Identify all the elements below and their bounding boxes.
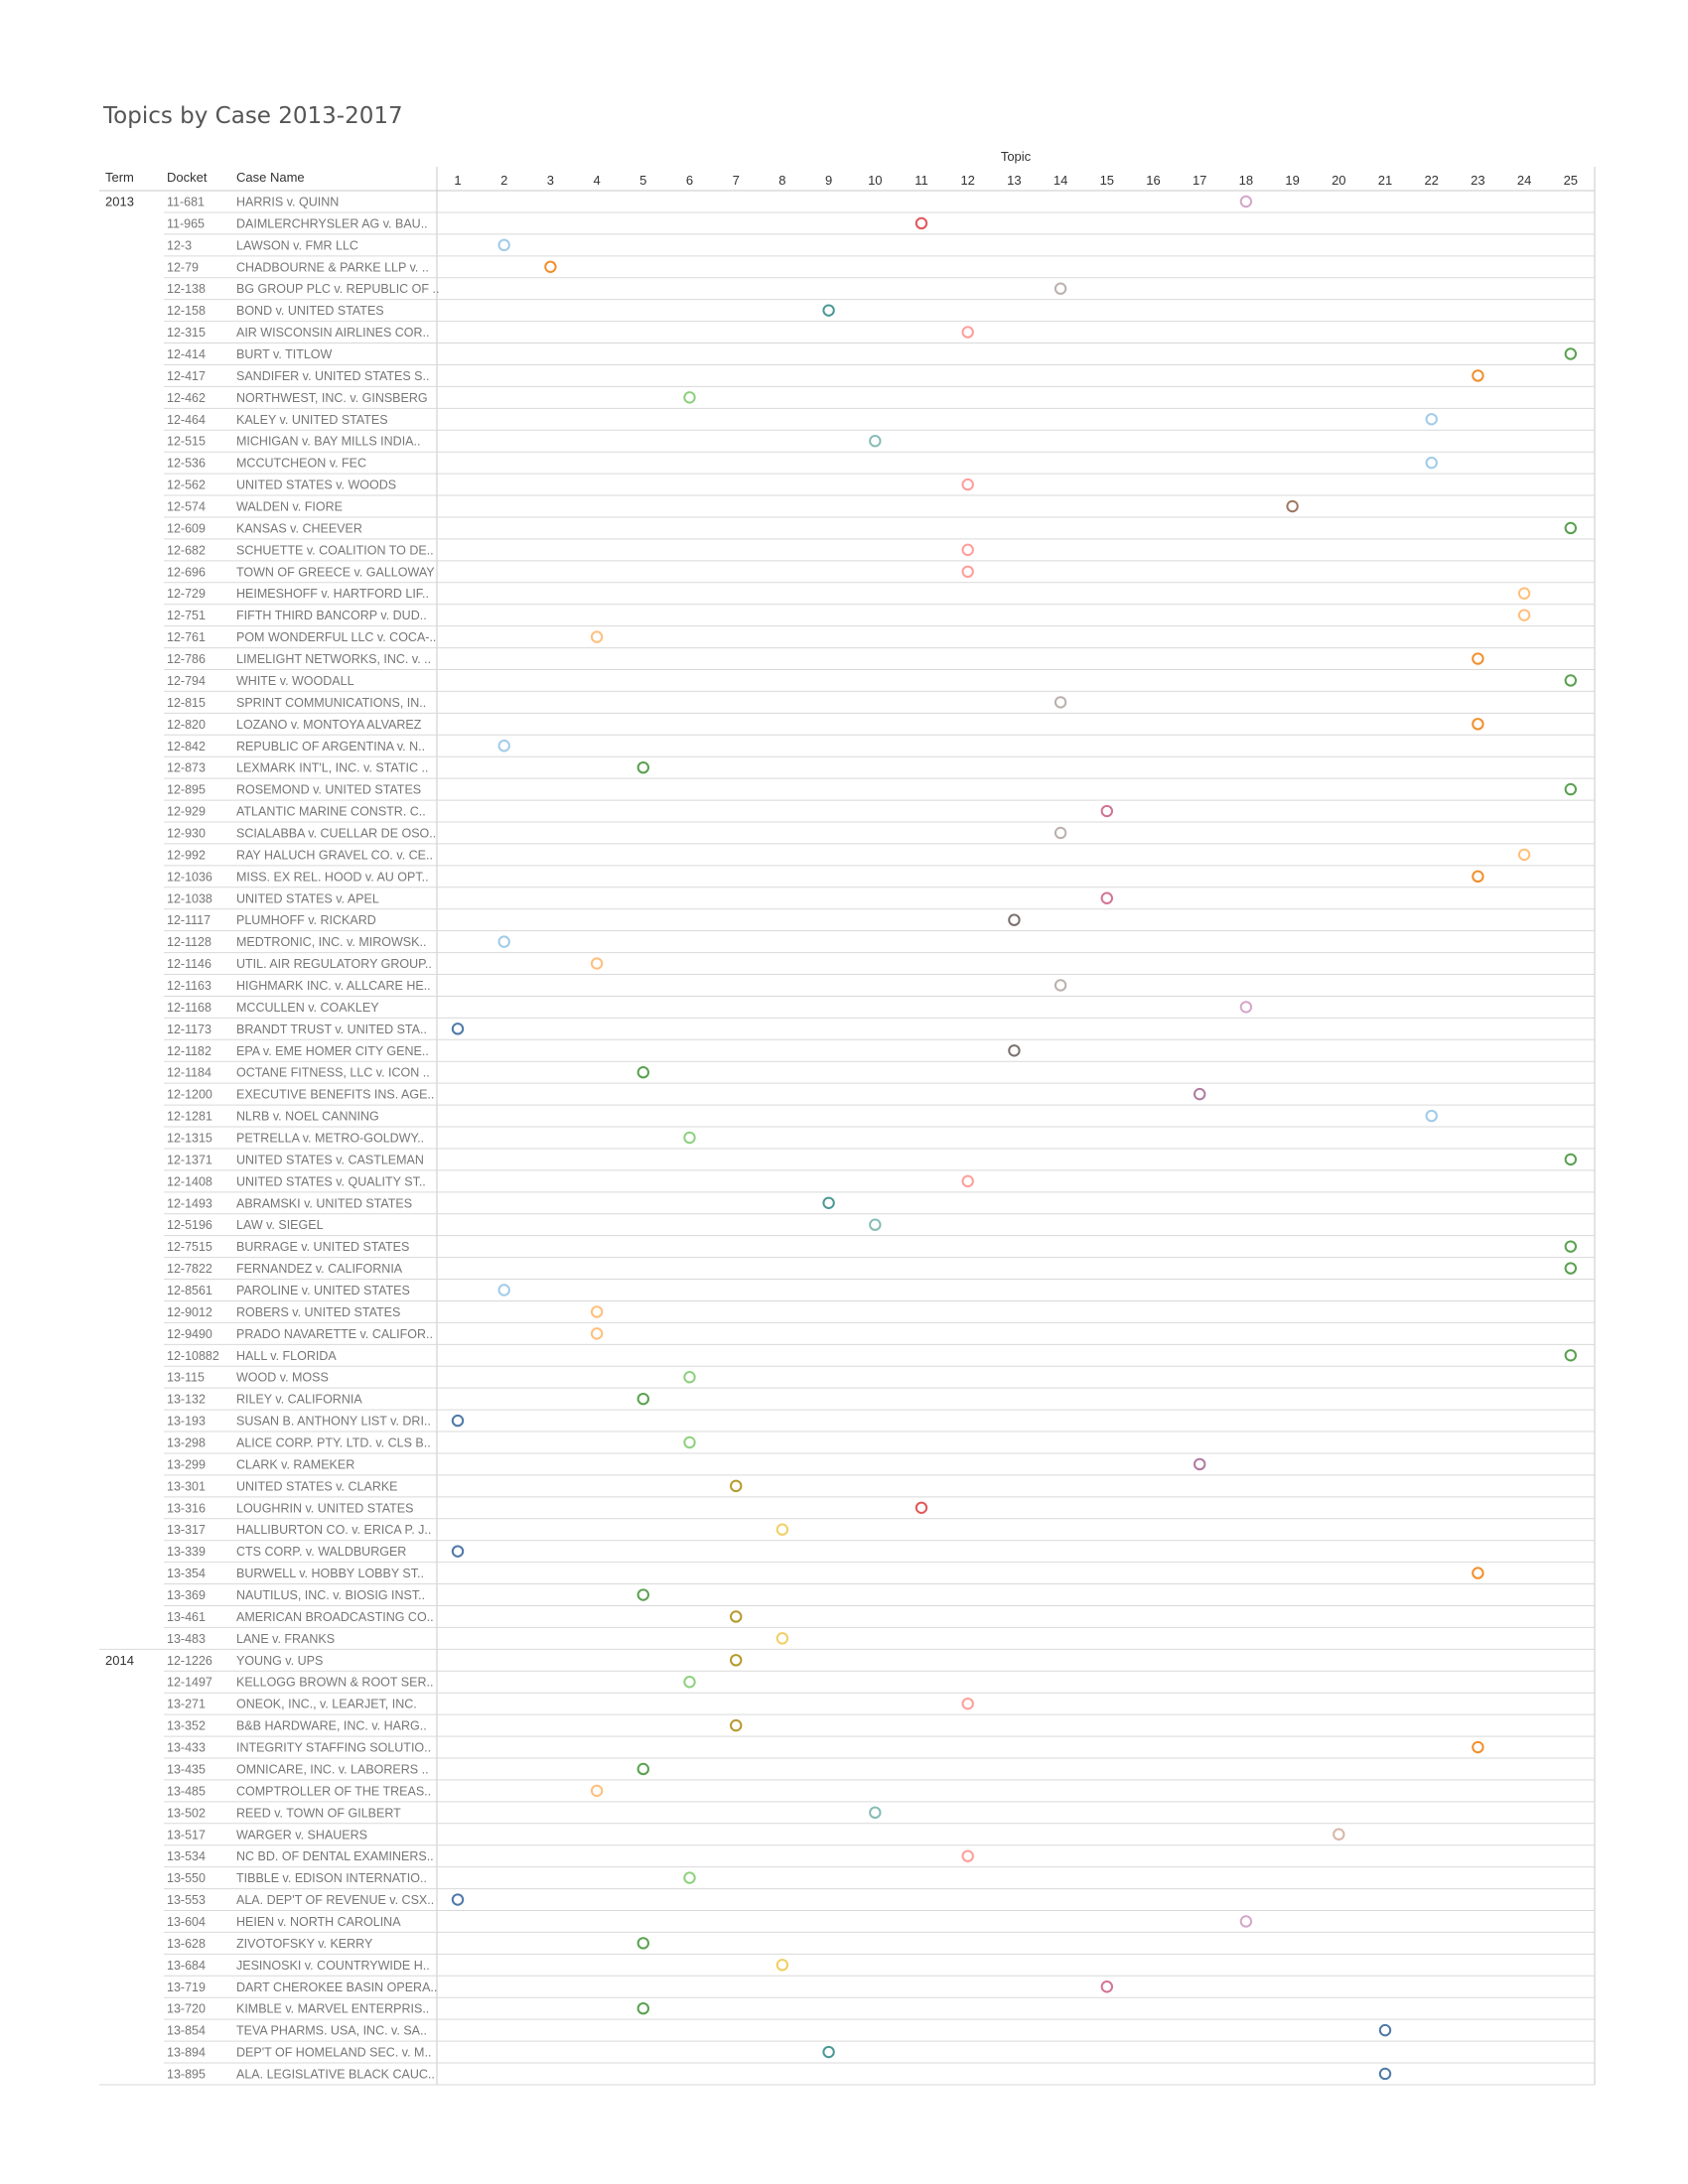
docket-label: 12-820 xyxy=(167,717,206,732)
docket-label: 13-553 xyxy=(167,1893,206,1908)
topic-point xyxy=(1519,610,1529,619)
topic-point xyxy=(638,1394,648,1404)
docket-label: 13-604 xyxy=(167,1914,206,1929)
term-label: 2014 xyxy=(105,1652,134,1668)
case-name-label: ALA. DEP'T OF REVENUE v. CSX.. xyxy=(236,1893,435,1908)
topic-point xyxy=(1566,1350,1576,1360)
topic-point xyxy=(1566,348,1576,358)
case-name-label: RILEY v. CALIFORNIA xyxy=(236,1392,362,1407)
case-name-label: DAIMLERCHRYSLER AG v. BAU.. xyxy=(236,216,428,231)
docket-label: 12-515 xyxy=(167,434,206,449)
case-name-label: MEDTRONIC, INC. v. MIROWSK.. xyxy=(236,935,427,950)
topic-point xyxy=(1566,1241,1576,1251)
topic-point xyxy=(1566,784,1576,794)
docket-label: 13-299 xyxy=(167,1457,206,1472)
docket-label: 13-485 xyxy=(167,1784,206,1799)
case-name-label: BURRAGE v. UNITED STATES xyxy=(236,1240,410,1255)
x-tick-label: 16 xyxy=(1146,173,1161,188)
docket-label: 12-1281 xyxy=(167,1109,212,1124)
case-name-label: PETRELLA v. METRO-GOLDWY.. xyxy=(236,1131,425,1146)
docket-label: 13-894 xyxy=(167,2045,206,2060)
docket-label: 12-9490 xyxy=(167,1326,212,1341)
x-tick-label: 22 xyxy=(1424,173,1439,188)
topic-point xyxy=(731,1720,741,1730)
topic-point xyxy=(684,1372,694,1382)
case-name-label: MISS. EX REL. HOOD v. AU OPT.. xyxy=(236,870,429,885)
topic-point xyxy=(777,1525,787,1535)
case-name-label: SANDIFER v. UNITED STATES S.. xyxy=(236,368,430,383)
docket-label: 12-1182 xyxy=(167,1043,211,1058)
topic-point xyxy=(1009,914,1019,924)
case-name-label: NAUTILUS, INC. v. BIOSIG INST.. xyxy=(236,1588,426,1603)
topic-point xyxy=(1473,370,1482,380)
case-name-label: WALDEN v. FIORE xyxy=(236,499,343,514)
x-tick-label: 9 xyxy=(824,173,833,188)
topic-point xyxy=(916,1503,926,1513)
case-name-label: LANE v. FRANKS xyxy=(236,1631,336,1646)
topic-point xyxy=(1566,1263,1576,1273)
topic-point xyxy=(453,1546,463,1556)
docket-label: 12-682 xyxy=(167,543,206,558)
topic-point xyxy=(638,762,648,772)
docket-label: 12-9012 xyxy=(167,1304,212,1319)
topic-point xyxy=(638,1938,648,1948)
x-tick-label: 13 xyxy=(1007,173,1022,188)
case-name-label: ALA. LEGISLATIVE BLACK CAUC.. xyxy=(236,2067,435,2082)
topic-point xyxy=(1519,589,1529,599)
topic-point xyxy=(777,1960,787,1970)
docket-label: 13-433 xyxy=(167,1740,206,1755)
docket-label: 13-193 xyxy=(167,1414,206,1429)
term-column-header: Term xyxy=(105,170,134,185)
docket-label: 13-354 xyxy=(167,1567,206,1581)
case-name-label: YOUNG v. UPS xyxy=(236,1653,324,1668)
docket-label: 12-79 xyxy=(167,260,199,275)
topic-point xyxy=(499,1285,509,1295)
docket-label: 12-1117 xyxy=(167,913,211,928)
x-tick-label: 25 xyxy=(1563,173,1579,188)
topic-point xyxy=(870,436,880,446)
x-tick-label: 10 xyxy=(868,173,883,188)
docket-label: 12-562 xyxy=(167,478,206,492)
case-name-label: UNITED STATES v. QUALITY ST.. xyxy=(236,1174,426,1189)
chart-title: Topics by Case 2013-2017 xyxy=(103,103,403,129)
case-name-label: HALL v. FLORIDA xyxy=(236,1348,337,1363)
topic-point xyxy=(731,1655,741,1665)
case-name-label: LIMELIGHT NETWORKS, INC. v. .. xyxy=(236,652,432,667)
x-tick-label: 19 xyxy=(1285,173,1300,188)
case-name-label: UTIL. AIR REGULATORY GROUP.. xyxy=(236,957,432,972)
case-name-label: ROSEMOND v. UNITED STATES xyxy=(236,782,422,797)
case-name-label: SPRINT COMMUNICATIONS, IN.. xyxy=(236,695,427,710)
topic-point xyxy=(823,1198,833,1208)
docket-label: 13-316 xyxy=(167,1501,206,1516)
docket-label: 13-352 xyxy=(167,1718,206,1733)
docket-label: 13-115 xyxy=(167,1370,205,1385)
case-name-label: UNITED STATES v. CLARKE xyxy=(236,1479,398,1494)
topic-point xyxy=(499,936,509,946)
case-name-label: REPUBLIC OF ARGENTINA v. N.. xyxy=(236,739,426,753)
docket-label: 13-895 xyxy=(167,2067,206,2082)
case-name-label: HEIEN v. NORTH CAROLINA xyxy=(236,1914,401,1929)
case-name-label: CLARK v. RAMEKER xyxy=(236,1457,355,1472)
docket-label: 13-271 xyxy=(167,1697,206,1711)
case-name-label: TOWN OF GREECE v. GALLOWAY xyxy=(236,565,435,580)
docket-label: 13-517 xyxy=(167,1828,206,1843)
docket-label: 12-7515 xyxy=(167,1240,212,1255)
topic-point xyxy=(453,1894,463,1904)
docket-label: 12-729 xyxy=(167,587,206,602)
topic-point xyxy=(1427,414,1437,424)
case-name-label: RAY HALUCH GRAVEL CO. v. CE.. xyxy=(236,848,433,863)
docket-label: 13-339 xyxy=(167,1545,206,1560)
topic-point xyxy=(1380,2025,1390,2035)
case-name-label: MICHIGAN v. BAY MILLS INDIA.. xyxy=(236,434,421,449)
case-name-label: HIGHMARK INC. v. ALLCARE HE.. xyxy=(236,978,431,993)
topic-point xyxy=(1287,501,1297,511)
topic-point xyxy=(592,958,602,968)
case-name-label: SCIALABBA v. CUELLAR DE OSO.. xyxy=(236,826,437,841)
topic-point xyxy=(1427,1111,1437,1121)
docket-label: 12-873 xyxy=(167,760,206,775)
case-name-label: MCCUTCHEON v. FEC xyxy=(236,456,367,471)
topic-point xyxy=(592,1306,602,1316)
case-name-label: BURWELL v. HOBBY LOBBY ST.. xyxy=(236,1567,424,1581)
case-name-label: BG GROUP PLC v. REPUBLIC OF .. xyxy=(236,282,440,297)
docket-label: 12-815 xyxy=(167,695,206,710)
topic-point xyxy=(963,567,973,577)
topic-point xyxy=(1009,1045,1019,1055)
docket-label: 12-1493 xyxy=(167,1196,212,1211)
docket-label: 12-1408 xyxy=(167,1174,212,1189)
case-name-label: EPA v. EME HOMER CITY GENE.. xyxy=(236,1043,429,1058)
topic-point xyxy=(963,1850,973,1860)
case-name-label: BURT v. TITLOW xyxy=(236,347,333,362)
case-name-column-header: Case Name xyxy=(236,170,305,185)
topic-point xyxy=(1427,458,1437,468)
topic-point xyxy=(1055,284,1065,294)
case-name-label: ZIVOTOFSKY v. KERRY xyxy=(236,1936,373,1951)
case-name-label: NLRB v. NOEL CANNING xyxy=(236,1109,379,1124)
topic-point xyxy=(1473,1568,1482,1577)
docket-label: 12-414 xyxy=(167,347,206,362)
docket-label: 12-930 xyxy=(167,826,206,841)
topic-point xyxy=(684,1677,694,1687)
case-name-label: B&B HARDWARE, INC. v. HARG.. xyxy=(236,1718,427,1733)
case-name-label: BRANDT TRUST v. UNITED STA.. xyxy=(236,1022,427,1036)
docket-label: 12-794 xyxy=(167,673,206,688)
docket-label: 13-301 xyxy=(167,1479,206,1494)
topic-point xyxy=(963,479,973,489)
docket-label: 12-10882 xyxy=(167,1348,219,1363)
docket-label: 12-609 xyxy=(167,521,206,536)
docket-label: 13-534 xyxy=(167,1849,206,1864)
topic-point xyxy=(1241,1002,1251,1012)
x-tick-label: 14 xyxy=(1053,173,1068,188)
case-name-label: COMPTROLLER OF THE TREAS.. xyxy=(236,1784,432,1799)
case-name-label: LOUGHRIN v. UNITED STATES xyxy=(236,1501,414,1516)
topic-point xyxy=(731,1611,741,1621)
term-label: 2013 xyxy=(105,194,134,209)
docket-label: 13-719 xyxy=(167,1979,206,1994)
topic-point xyxy=(1566,675,1576,685)
case-name-label: KELLOGG BROWN & ROOT SER.. xyxy=(236,1675,434,1690)
x-axis-title: Topic xyxy=(1000,149,1032,164)
case-name-label: NORTHWEST, INC. v. GINSBERG xyxy=(236,390,428,405)
docket-label: 12-1371 xyxy=(167,1153,212,1167)
x-tick-label: 15 xyxy=(1099,173,1115,188)
case-name-label: BOND v. UNITED STATES xyxy=(236,304,384,319)
topic-point xyxy=(1102,806,1112,816)
docket-label: 12-1038 xyxy=(167,891,212,906)
case-name-label: CHADBOURNE & PARKE LLP v. .. xyxy=(236,260,429,275)
docket-label: 12-842 xyxy=(167,739,206,753)
topic-point xyxy=(1473,872,1482,882)
case-name-label: SUSAN B. ANTHONY LIST v. DRI.. xyxy=(236,1414,431,1429)
case-name-label: LOZANO v. MONTOYA ALVAREZ xyxy=(236,717,422,732)
docket-label: 12-895 xyxy=(167,782,206,797)
topic-point xyxy=(545,262,555,272)
topic-point xyxy=(1566,523,1576,533)
x-tick-label: 2 xyxy=(500,173,508,188)
docket-label: 12-536 xyxy=(167,456,206,471)
case-name-label: UNITED STATES v. CASTLEMAN xyxy=(236,1153,424,1167)
topic-point xyxy=(638,2003,648,2013)
case-name-label: LAW v. SIEGEL xyxy=(236,1218,324,1233)
case-name-label: SCHUETTE v. COALITION TO DE.. xyxy=(236,543,434,558)
topic-point xyxy=(916,218,926,228)
docket-label: 12-138 xyxy=(167,282,206,297)
topic-point xyxy=(1102,893,1112,903)
x-tick-label: 20 xyxy=(1332,173,1346,188)
case-name-label: OMNICARE, INC. v. LABORERS .. xyxy=(236,1762,429,1777)
case-name-label: DART CHEROKEE BASIN OPERA.. xyxy=(236,1979,438,1994)
case-name-label: WHITE v. WOODALL xyxy=(236,673,354,688)
case-name-label: TIBBLE v. EDISON INTERNATIO.. xyxy=(236,1871,427,1886)
topic-point xyxy=(499,240,509,250)
case-name-label: CTS CORP. v. WALDBURGER xyxy=(236,1545,407,1560)
docket-label: 13-720 xyxy=(167,2001,206,2016)
docket-label: 13-502 xyxy=(167,1806,206,1821)
x-tick-label: 12 xyxy=(960,173,975,188)
case-name-label: LAWSON v. FMR LLC xyxy=(236,238,358,253)
case-name-label: TEVA PHARMS. USA, INC. v. SA.. xyxy=(236,2023,427,2038)
case-name-label: FIFTH THIRD BANCORP v. DUD.. xyxy=(236,609,427,623)
topic-point xyxy=(592,1786,602,1796)
case-name-label: EXECUTIVE BENEFITS INS. AGE.. xyxy=(236,1087,435,1102)
x-tick-label: 5 xyxy=(639,173,647,188)
docket-label: 12-751 xyxy=(167,609,206,623)
case-name-label: WARGER v. SHAUERS xyxy=(236,1828,367,1843)
docket-label: 12-696 xyxy=(167,565,206,580)
docket-label: 13-483 xyxy=(167,1631,206,1646)
x-tick-label: 21 xyxy=(1377,173,1393,188)
docket-label: 13-317 xyxy=(167,1523,206,1538)
topic-point xyxy=(777,1633,787,1643)
docket-label: 12-1168 xyxy=(167,1000,211,1015)
case-name-label: HALLIBURTON CO. v. ERICA P. J.. xyxy=(236,1523,432,1538)
case-name-label: DEP'T OF HOMELAND SEC. v. M.. xyxy=(236,2045,432,2060)
docket-label: 12-761 xyxy=(167,630,206,645)
docket-label: 13-369 xyxy=(167,1588,206,1603)
topic-point xyxy=(1334,1830,1343,1840)
docket-label: 12-158 xyxy=(167,304,206,319)
topic-point xyxy=(963,1699,973,1708)
docket-label: 12-7822 xyxy=(167,1262,212,1277)
docket-label: 12-1200 xyxy=(167,1087,212,1102)
x-tick-label: 7 xyxy=(732,173,740,188)
x-tick-label: 24 xyxy=(1516,173,1532,188)
case-name-label: AMERICAN BROADCASTING CO.. xyxy=(236,1609,434,1624)
docket-column-header: Docket xyxy=(167,170,208,185)
topic-point xyxy=(1241,197,1251,206)
x-tick-label: 8 xyxy=(778,173,786,188)
topic-point xyxy=(638,1764,648,1774)
topic-point xyxy=(638,1067,648,1077)
case-name-label: KANSAS v. CHEEVER xyxy=(236,521,362,536)
case-name-label: ABRAMSKI v. UNITED STATES xyxy=(236,1196,413,1211)
x-tick-label: 4 xyxy=(593,173,601,188)
topic-point xyxy=(731,1481,741,1491)
topic-point xyxy=(963,327,973,337)
topic-point xyxy=(1241,1916,1251,1926)
docket-label: 12-1226 xyxy=(167,1653,212,1668)
docket-label: 12-1036 xyxy=(167,870,212,885)
docket-label: 12-1315 xyxy=(167,1131,212,1146)
topic-point xyxy=(1055,828,1065,838)
topic-point xyxy=(823,2047,833,2057)
docket-label: 12-786 xyxy=(167,652,206,667)
docket-label: 12-929 xyxy=(167,804,206,819)
docket-label: 12-417 xyxy=(167,368,206,383)
case-name-label: INTEGRITY STAFFING SOLUTIO.. xyxy=(236,1740,432,1755)
topic-point xyxy=(453,1024,463,1033)
docket-label: 12-1128 xyxy=(167,935,211,950)
docket-label: 12-1163 xyxy=(167,978,211,993)
x-tick-label: 1 xyxy=(454,173,462,188)
docket-label: 13-550 xyxy=(167,1871,206,1886)
topic-point xyxy=(1473,719,1482,729)
docket-label: 11-965 xyxy=(167,216,205,231)
case-name-label: HARRIS v. QUINN xyxy=(236,195,340,209)
case-name-label: REED v. TOWN OF GILBERT xyxy=(236,1806,401,1821)
docket-label: 12-315 xyxy=(167,326,206,341)
docket-label: 13-684 xyxy=(167,1958,206,1973)
case-name-label: WOOD v. MOSS xyxy=(236,1370,329,1385)
x-tick-label: 18 xyxy=(1238,173,1254,188)
topic-point xyxy=(963,545,973,555)
topic-point xyxy=(453,1416,463,1426)
docket-label: 13-435 xyxy=(167,1762,206,1777)
docket-label: 12-462 xyxy=(167,390,206,405)
docket-label: 12-5196 xyxy=(167,1218,212,1233)
topic-point xyxy=(1473,653,1482,663)
topic-point xyxy=(684,1133,694,1143)
topic-point xyxy=(684,392,694,402)
case-name-label: PAROLINE v. UNITED STATES xyxy=(236,1284,410,1297)
x-tick-label: 17 xyxy=(1192,173,1207,188)
docket-label: 12-574 xyxy=(167,499,206,514)
docket-label: 11-681 xyxy=(167,195,205,209)
case-name-label: UNITED STATES v. WOODS xyxy=(236,478,397,492)
topic-point xyxy=(870,1808,880,1818)
topic-point xyxy=(870,1220,880,1230)
docket-label: 12-3 xyxy=(167,238,193,253)
topic-point xyxy=(1195,1459,1204,1469)
case-name-label: MCCULLEN v. COAKLEY xyxy=(236,1000,379,1015)
docket-label: 12-1146 xyxy=(167,957,211,972)
case-name-label: LEXMARK INT'L, INC. v. STATIC .. xyxy=(236,760,429,775)
docket-label: 13-132 xyxy=(167,1392,206,1407)
topic-point xyxy=(1195,1089,1204,1099)
x-tick-label: 11 xyxy=(914,173,928,188)
topic-point xyxy=(684,1872,694,1882)
docket-label: 12-464 xyxy=(167,412,206,427)
case-name-label: JESINOSKI v. COUNTRYWIDE H.. xyxy=(236,1958,430,1973)
docket-label: 13-854 xyxy=(167,2023,206,2038)
case-name-label: KALEY v. UNITED STATES xyxy=(236,412,388,427)
case-name-label: NC BD. OF DENTAL EXAMINERS.. xyxy=(236,1849,434,1864)
topic-point xyxy=(592,1328,602,1338)
topic-point xyxy=(499,741,509,751)
case-name-label: POM WONDERFUL LLC v. COCA-.. xyxy=(236,630,437,645)
case-name-label: HEIMESHOFF v. HARTFORD LIF.. xyxy=(236,587,429,602)
docket-label: 13-461 xyxy=(167,1609,206,1624)
x-tick-label: 6 xyxy=(685,173,694,188)
case-name-label: OCTANE FITNESS, LLC v. ICON .. xyxy=(236,1065,430,1080)
docket-label: 13-628 xyxy=(167,1936,206,1951)
topic-point xyxy=(1055,697,1065,707)
case-name-label: UNITED STATES v. APEL xyxy=(236,891,379,906)
x-tick-label: 23 xyxy=(1471,173,1485,188)
topic-point xyxy=(1102,1981,1112,1991)
docket-label: 12-1173 xyxy=(167,1022,211,1036)
topic-point xyxy=(1519,850,1529,860)
case-name-label: ALICE CORP. PTY. LTD. v. CLS B.. xyxy=(236,1435,431,1450)
topic-point xyxy=(1380,2069,1390,2079)
case-name-label: KIMBLE v. MARVEL ENTERPRIS.. xyxy=(236,2001,430,2016)
topic-point xyxy=(963,1176,973,1186)
case-name-label: AIR WISCONSIN AIRLINES COR.. xyxy=(236,326,430,341)
topic-point xyxy=(592,631,602,641)
topic-point xyxy=(1055,980,1065,990)
topic-point xyxy=(823,305,833,315)
case-name-label: ONEOK, INC., v. LEARJET, INC. xyxy=(236,1697,417,1711)
docket-label: 13-298 xyxy=(167,1435,206,1450)
topic-point xyxy=(1566,1155,1576,1164)
case-name-label: ATLANTIC MARINE CONSTR. C.. xyxy=(236,804,426,819)
docket-label: 12-1184 xyxy=(167,1065,211,1080)
docket-label: 12-1497 xyxy=(167,1675,212,1690)
docket-label: 12-992 xyxy=(167,848,206,863)
x-tick-label: 3 xyxy=(546,173,555,188)
case-name-label: ROBERS v. UNITED STATES xyxy=(236,1304,401,1319)
docket-label: 12-8561 xyxy=(167,1284,212,1297)
case-name-label: FERNANDEZ v. CALIFORNIA xyxy=(236,1262,403,1277)
topic-point xyxy=(1473,1742,1482,1752)
topic-point xyxy=(638,1589,648,1599)
case-name-label: PLUMHOFF v. RICKARD xyxy=(236,913,376,928)
case-name-label: PRADO NAVARETTE v. CALIFOR.. xyxy=(236,1326,433,1341)
topic-point xyxy=(684,1437,694,1447)
